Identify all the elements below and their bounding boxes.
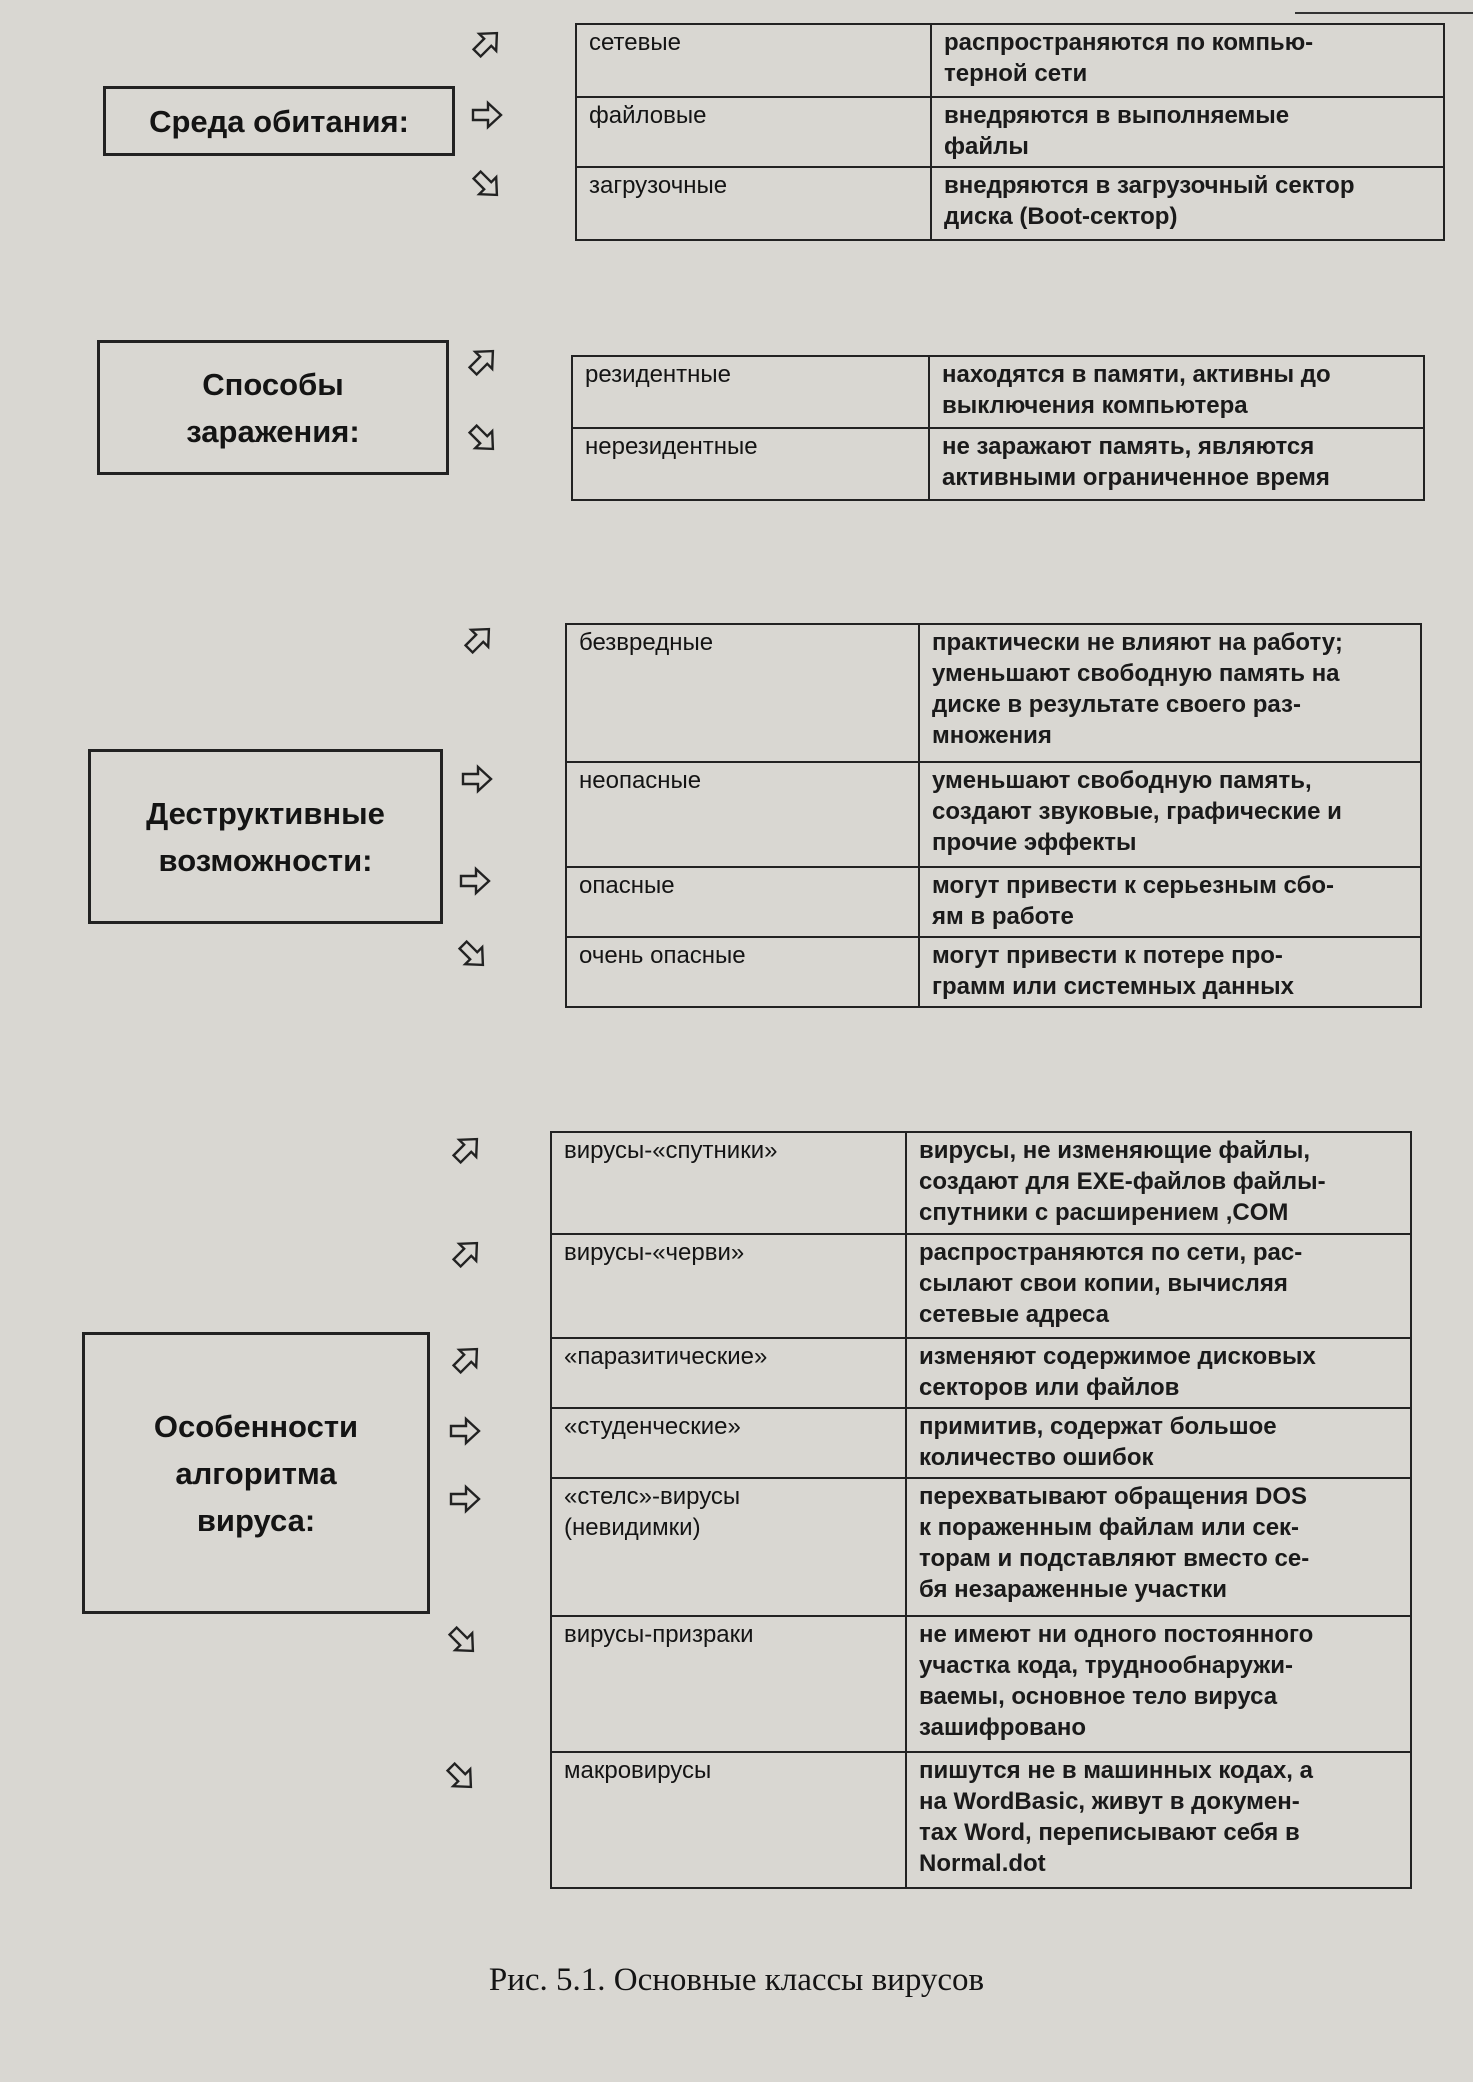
- arrow-right-icon: [448, 1414, 482, 1448]
- class-name: вирусы-призраки: [551, 1616, 906, 1752]
- class-description: не заражают память, являются активными ограниченное время: [929, 428, 1424, 500]
- table-row: [551, 1616, 1411, 1752]
- arrow-up-right-icon: [462, 622, 496, 656]
- arrow-down-right-icon: [456, 938, 490, 972]
- class-description: примитив, содержат большое количество ошибок: [906, 1408, 1411, 1478]
- class-description: перехватывают обращения DOS к пораженным файлам или сек- торам и подставляют вместо се- бя незараженные участки: [906, 1478, 1411, 1616]
- table-row: [576, 167, 1444, 240]
- class-description: распространяются по сети, рас- сылают свои копии, вычисляя сетевые адреса: [906, 1234, 1411, 1338]
- table-row: [576, 24, 1444, 97]
- class-description: уменьшают свободную память, создают звуковые, графические и прочие эффекты: [919, 762, 1421, 867]
- arrow-up-right-icon: [470, 26, 504, 60]
- arrow-up-right-icon: [450, 1132, 484, 1166]
- table-row: [572, 428, 1424, 500]
- arrow-up-right-icon: [450, 1236, 484, 1270]
- arrow-right-icon: [458, 864, 492, 898]
- class-name: загрузочные: [576, 167, 931, 240]
- class-name: «студенческие»: [551, 1408, 906, 1478]
- class-name: файловые: [576, 97, 931, 167]
- group-label: Среда обитания:: [103, 86, 455, 156]
- group-label: Способы заражения:: [97, 340, 449, 475]
- table-row: [551, 1408, 1411, 1478]
- class-name: вирусы-«черви»: [551, 1234, 906, 1338]
- class-description: распространяются по компью- терной сети: [931, 24, 1444, 97]
- arrow-right-icon: [460, 762, 494, 796]
- class-name: резидентные: [572, 356, 929, 428]
- class-description: могут привести к серьезным сбо- ям в работе: [919, 867, 1421, 937]
- class-description: практически не влияют на работу; уменьшают свободную память на диске в результате своего раз- множения: [919, 624, 1421, 762]
- table-row: [551, 1234, 1411, 1338]
- arrow-up-right-icon: [450, 1342, 484, 1376]
- class-name: неопасные: [566, 762, 919, 867]
- class-name: макровирусы: [551, 1752, 906, 1888]
- arrow-right-icon: [448, 1482, 482, 1516]
- class-description: изменяют содержимое дисковых секторов или файлов: [906, 1338, 1411, 1408]
- table-row: [572, 356, 1424, 428]
- table-row: [551, 1752, 1411, 1888]
- class-name: «паразитические»: [551, 1338, 906, 1408]
- class-description: вирусы, не изменяющие файлы, создают для EXE-файлов файлы- спутники с расширением ,COM: [906, 1132, 1411, 1234]
- class-table: [550, 1131, 1412, 1889]
- class-table: [575, 23, 1445, 241]
- top-rule: [1295, 12, 1473, 14]
- figure-caption: Рис. 5.1. Основные классы вирусов: [488, 1962, 985, 1998]
- group-label: Деструктивные возможности:: [88, 749, 443, 924]
- table-row: [566, 762, 1421, 867]
- arrow-up-right-icon: [466, 344, 500, 378]
- class-description: внедряются в выполняемые файлы: [931, 97, 1444, 167]
- class-name: нерезидентные: [572, 428, 929, 500]
- arrow-right-icon: [470, 98, 504, 132]
- class-name: вирусы-«спутники»: [551, 1132, 906, 1234]
- class-table: [571, 355, 1425, 501]
- class-name: безвредные: [566, 624, 919, 762]
- class-name: «стелс»-вирусы (невидимки): [551, 1478, 906, 1616]
- class-table: [565, 623, 1422, 1008]
- class-description: находятся в памяти, активны до выключения компьютера: [929, 356, 1424, 428]
- table-row: [551, 1132, 1411, 1234]
- group-label: Особенности алгоритма вируса:: [82, 1332, 430, 1614]
- table-row: [566, 624, 1421, 762]
- class-name: опасные: [566, 867, 919, 937]
- table-row: [566, 867, 1421, 937]
- class-description: не имеют ни одного постоянного участка кода, труднообнаружи- ваемы, основное тело вируса зашифровано: [906, 1616, 1411, 1752]
- class-name: очень опасные: [566, 937, 919, 1007]
- arrow-down-right-icon: [444, 1760, 478, 1794]
- table-row: [551, 1338, 1411, 1408]
- table-row: [551, 1478, 1411, 1616]
- class-description: могут привести к потере про- грамм или системных данных: [919, 937, 1421, 1007]
- table-row: [566, 937, 1421, 1007]
- arrow-down-right-icon: [446, 1624, 480, 1658]
- arrow-down-right-icon: [466, 422, 500, 456]
- class-name: сетевые: [576, 24, 931, 97]
- table-row: [576, 97, 1444, 167]
- arrow-down-right-icon: [470, 168, 504, 202]
- class-description: внедряются в загрузочный сектор диска (Boot-сектор): [931, 167, 1444, 240]
- class-description: пишутся не в машинных кодах, а на WordBasic, живут в докумен- тах Word, переписывают себя в Normal.dot: [906, 1752, 1411, 1888]
